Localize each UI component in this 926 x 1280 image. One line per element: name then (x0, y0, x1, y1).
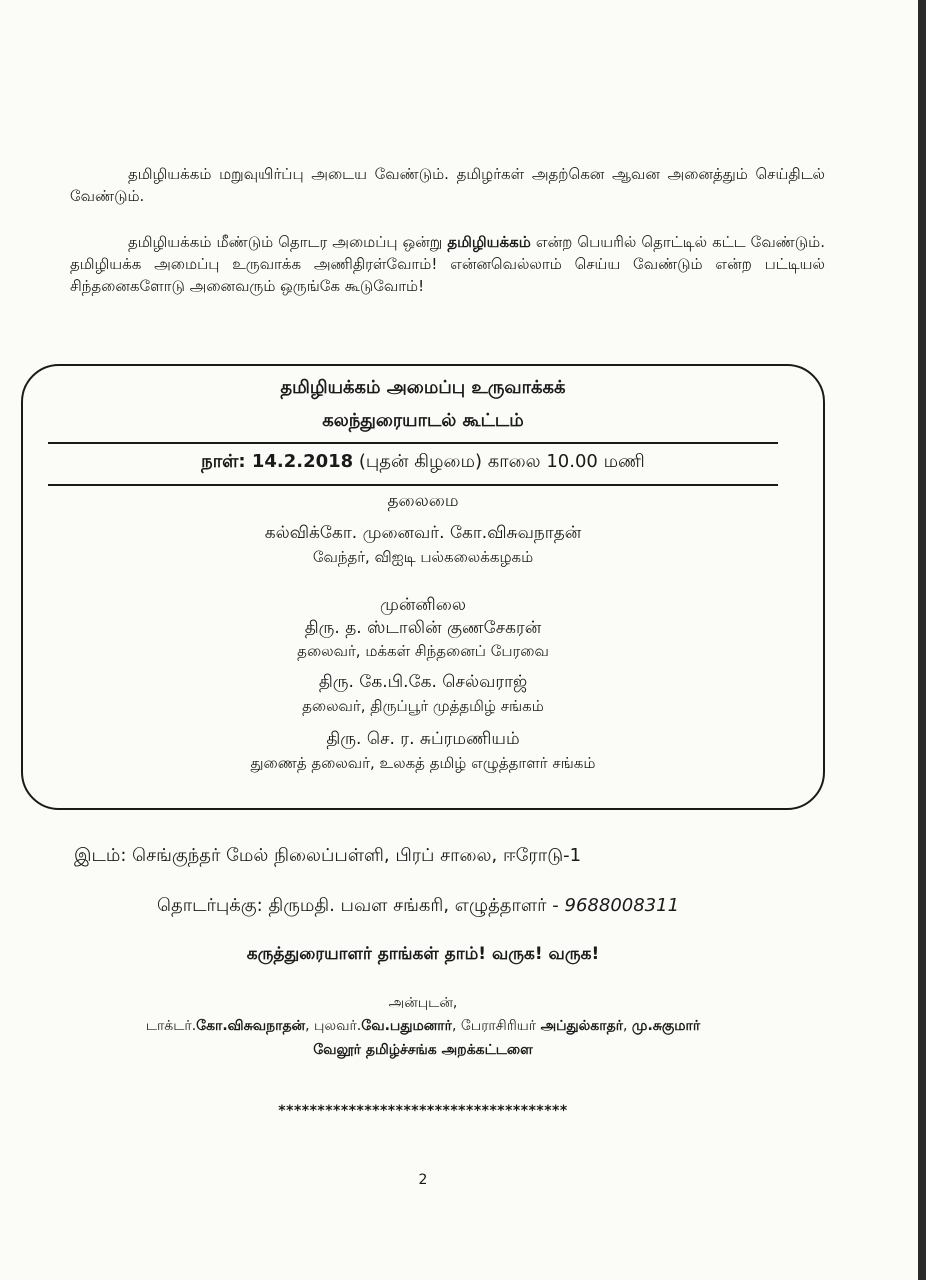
intro-paragraph-1 (70, 163, 825, 207)
welcome-line: கருத்துரையாளர் தாங்கள் தாம்! வருக! வருக! (246, 944, 600, 964)
signoff-prefix: டாக்டர். (145, 1018, 197, 1034)
meeting-title-line2: கலந்துரையாடல் கூட்டம் (322, 410, 524, 431)
chair-heading: தலைமை (387, 491, 459, 511)
meeting-title-line1: தமிழியக்கம் அமைப்பு உருவாக்கக் (280, 377, 566, 398)
chair-name: கல்விக்கோ. முனைவர். கோ.விசுவநாதன் (264, 523, 582, 543)
signoff-names (21, 1018, 825, 1036)
signoff-name: வே.பதுமனார் (361, 1018, 452, 1034)
presence-heading: முன்னிலை (380, 595, 466, 615)
meeting-date (21, 451, 825, 474)
intro-paragraph-2-text-b: என்ற பெயரில் தொட்டில் கட்ட வேண்டும். தமிழியக்க அமைப்பு உருவாக்க அணிதிரள்வோம்! என்னவெல்லாம் செய்ய வேண்டும் என்ற பட்டியல் சிந்தனைகளோடு அனைவரும் ஒருங்கே கூடுவோம்! (70, 233, 825, 295)
intro-paragraph-2 (70, 231, 825, 297)
intro-paragraph-2-bold: தமிழியக்கம் (447, 233, 531, 251)
chair-role: வேந்தர், விஐடி பல்கலைக்கழகம் (312, 548, 534, 566)
venue: இடம்: செங்குந்தர் மேல் நிலைப்பள்ளி, பிரப் சாலை, ஈரோடு-1 (74, 845, 582, 866)
rule-top (48, 442, 778, 444)
page-number: 2 (418, 1172, 428, 1188)
meeting-date-rest: (புதன் கிழமை) காலை 10.00 மணி (353, 451, 645, 472)
contact-text: தொடர்புக்கு: திருமதி. பவள சங்கரி, எழுத்தாளர் - (157, 895, 565, 916)
signoff-prefix: புலவர். (314, 1018, 362, 1034)
guest-name: திரு. த. ஸ்டாலின் குணசேகரன் (304, 618, 542, 638)
signoff-sep: , (623, 1018, 632, 1034)
guest-name: திரு. செ. ர. சுப்ரமணியம் (326, 729, 520, 749)
divider-stars: ************************************* (278, 1103, 568, 1119)
signoff-name: கோ.விசுவநாதன் (196, 1018, 306, 1034)
intro-paragraph-1-text: தமிழியக்கம் மறுவுயிர்ப்பு அடைய வேண்டும். தமிழர்கள் அதற்கென ஆவன அனைத்தும் செய்திடல் வேண்டும். (70, 165, 825, 205)
signoff-prefix: பேராசிரியர் (460, 1018, 541, 1034)
guest-role: தலைவர், திருப்பூர் முத்தமிழ் சங்கம் (302, 697, 544, 715)
signoff-sep: , (305, 1018, 315, 1034)
guest-name: திரு. கே.பி.கே. செல்வராஜ் (318, 672, 528, 692)
guest-role: துணைத் தலைவர், உலகத் தமிழ் எழுத்தாளர் சங்கம் (250, 754, 596, 772)
scan-edge (918, 0, 926, 1280)
signoff-org: வேலூர் தமிழ்ச்சங்க அறக்கட்டளை (313, 1042, 533, 1058)
guest-role: தலைவர், மக்கள் சிந்தனைப் பேரவை (297, 642, 549, 660)
intro-paragraph-2-text-a: தமிழியக்கம் மீண்டும் தொடர அமைப்பு ஒன்று (128, 233, 448, 251)
contact (157, 895, 679, 918)
signoff-name: அப்துல்காதர் (540, 1018, 624, 1034)
signoff-sep: , (451, 1018, 461, 1034)
rule-bottom (48, 484, 778, 486)
signoff-name: மு.சுகுமார் (631, 1018, 701, 1034)
meeting-date-label: நாள்: 14.2.2018 (201, 451, 354, 472)
signoff-greeting: அன்புடன், (388, 995, 458, 1011)
contact-phone: 9688008311 (564, 895, 680, 916)
